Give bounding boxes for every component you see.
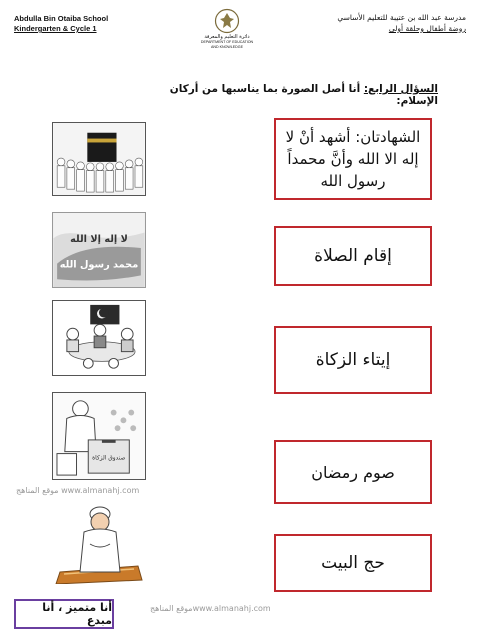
motivation-badge-text: أنا متميز ، أنا مبدع	[42, 601, 112, 627]
pillar-text-prayer: إقام الصلاة	[314, 246, 392, 266]
picture-iftar[interactable]	[52, 300, 146, 376]
picture-prayer[interactable]	[52, 500, 146, 584]
school-name-line1: Abdulla Bin Otaiba School	[14, 14, 109, 23]
pillar-text-fasting: صوم رمضان	[311, 462, 395, 482]
pillar-box-zakat[interactable]	[274, 326, 432, 394]
school-name-ar-line2: روضة أطفال وحلقة أولى	[388, 24, 466, 33]
shahada-line2-text: محمد رسول الله	[59, 259, 139, 271]
school-name-arabic	[276, 12, 466, 34]
picture-kaaba[interactable]	[52, 122, 146, 196]
education-department-logo	[196, 8, 258, 54]
shahada-line1-text: لا إله إلا الله	[70, 234, 128, 246]
pillar-box-fasting[interactable]	[274, 440, 432, 504]
picture-zakat[interactable]	[52, 392, 146, 480]
school-name-line2: Kindergarten & Cycle 1	[14, 24, 97, 33]
watermark-mid: موقع المناهج www.almanahj.com	[16, 486, 140, 495]
pillar-box-shahada[interactable]	[274, 118, 432, 200]
crest-arabic-text: دائرة التعليم والمعرفة	[204, 34, 250, 40]
falcon-crest-icon	[214, 8, 240, 34]
pillar-box-prayer[interactable]	[274, 226, 432, 286]
pillar-text-zakat: إيتاء الزكاة	[315, 350, 391, 370]
motivation-badge	[14, 599, 114, 629]
kaaba-pilgrims-icon	[53, 123, 145, 195]
question-heading	[138, 83, 438, 107]
question-text: أنا أصل الصورة بما يناسبها من أركان الإسلام:	[169, 83, 438, 107]
crest-english-line1: DEPARTMENT OF EDUCATION	[200, 40, 254, 44]
crest-english-line2: AND KNOWLEDGE	[211, 44, 243, 49]
shahada-calligraphy-icon	[53, 213, 145, 287]
watermark-bottom: موقع المناهجwww.almanahj.com	[150, 604, 271, 613]
picture-shahada[interactable]	[52, 212, 146, 288]
iftar-family-icon	[53, 301, 145, 375]
question-label: السؤال الرابع:	[363, 83, 438, 95]
school-name-ar-line1: مدرسة عبد الله بن عتيبة للتعليم الأساسي	[337, 13, 466, 22]
pillar-box-hajj[interactable]	[274, 534, 432, 592]
praying-boy-icon	[52, 500, 146, 584]
pillar-text-shahada: الشهادتان: أشهد أنْ لا إله الا الله وأنَّ محمداً رسول الله	[285, 128, 421, 190]
zakat-box-label: صندوق الزكاة	[92, 455, 126, 462]
zakat-box-icon	[53, 393, 145, 479]
school-name-english	[14, 14, 174, 34]
pillar-text-hajj: حج البيت	[321, 553, 385, 573]
